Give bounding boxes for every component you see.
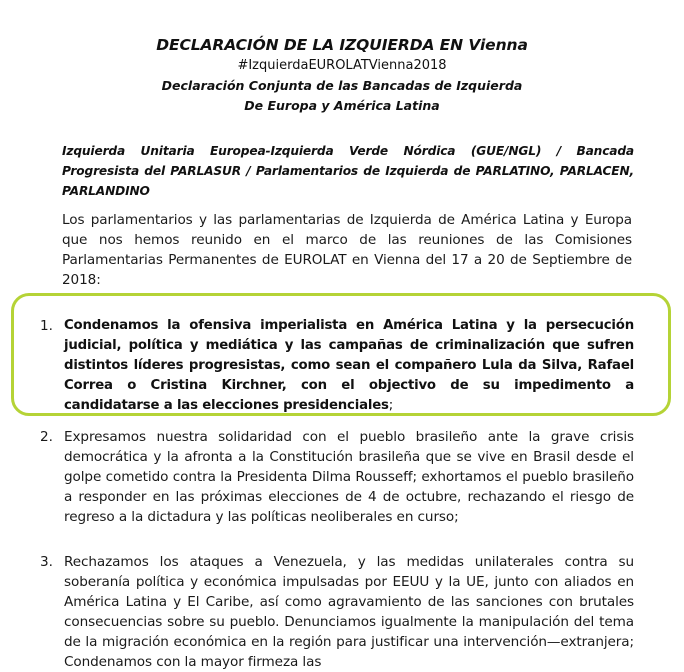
parliamentary-groups: Izquierda Unitaria Europea-Izquierda Verde Nórdica (GUE/NGL) / Bancada Progresista del PARLASUR / Parlamentarios de Izquierda de PARLATINO, PARLACEN, PARLANDINO xyxy=(62,144,634,198)
hashtag: #IzquierdaEUROLATVienna2018 xyxy=(237,58,447,73)
item-text-tail: ; xyxy=(388,398,394,413)
subtitle-line-1: Declaración Conjunta de las Bancadas de Izquierda xyxy=(161,78,523,93)
subtitle-line-2: De Europa y América Latina xyxy=(244,98,440,113)
item-number: 3. xyxy=(40,554,53,570)
item-text: Rechazamos los ataques a Venezuela, y las medidas unilaterales contra su soberanía política y económica impulsadas por EEUU y la UE, junto con aliados en América Latina y El Caribe, así como agravamiento de las sanciones con brutales consecuencias sobre su pueblo. Denunciamos igualmente la manipulación del tema de la migración económica en la región para justificar una intervención—extranjera; Condenamos con la mayor firmeza las xyxy=(64,554,634,670)
list-item xyxy=(40,427,634,527)
item-number: 2. xyxy=(40,429,53,445)
list-item xyxy=(40,552,634,672)
item-text-bold: Condenamos la ofensiva imperialista en América Latina y la persecución judicial, política y mediática y las campañas de criminalización que sufren distintos líderes progresistas, como sean el compañero Lula da Silva, Rafael Correa o Cristina Kirchner, con el objectivo de su impedimento a candidatarse a las elecciones presidenciales xyxy=(64,318,634,413)
item-number: 1. xyxy=(40,318,53,334)
list-item xyxy=(40,316,634,416)
document-header xyxy=(0,34,684,116)
intro-paragraph: Los parlamentarios y las parlamentarias de Izquierda de América Latina y Europa que nos hemos reunido en el marco de las reuniones de las Comisiones Parlamentarias Permanentes de EUROLAT en Vienna del 17 a 20 de Septiembre de 2018: xyxy=(62,212,632,288)
item-text: Expresamos nuestra solidaridad con el pueblo brasileño ante la grave crisis democrática y la afronta a la Constitución brasileña que se vive en Brasil desde el golpe cometido contra la Presidenta Dilma Rousseff; exhortamos el pueblo brasileño a responder en las próximas elecciones de 4 de octubre, rechazando el riesgo de regreso a la dictadura y las políticas neoliberales en curso; xyxy=(64,429,634,525)
item-text xyxy=(64,316,634,416)
document-title: DECLARACIÓN DE LA IZQUIERDA EN Vienna xyxy=(156,36,528,54)
